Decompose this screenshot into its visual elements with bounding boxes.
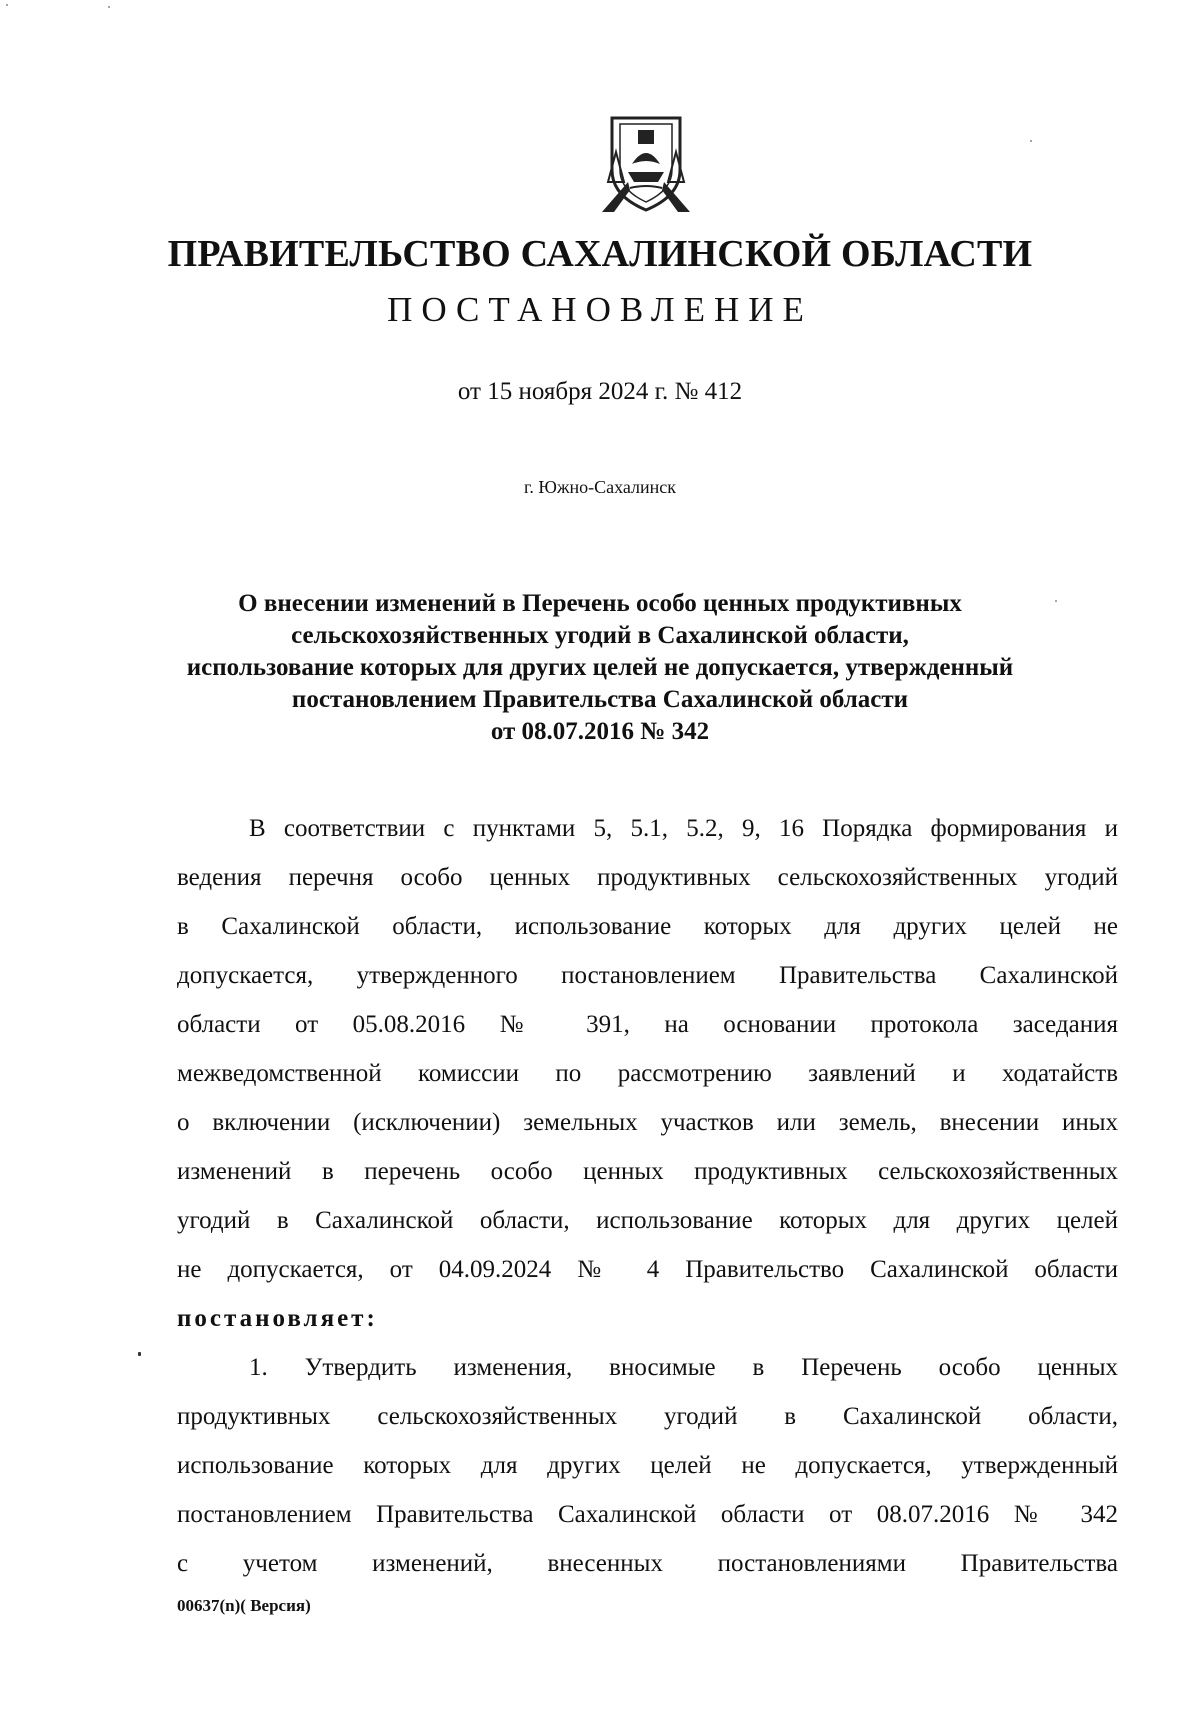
body-line: 1. Утвердить изменения, вносимые в Перечень особо ценных (249, 1354, 1118, 1381)
body-line: ведения перечня особо ценных продуктивных сельскохозяйственных угодий (177, 864, 1118, 891)
body-line: угодий в Сахалинской области, использование которых для других целей (177, 1207, 1118, 1234)
document-date-number: от 15 ноября 2024 г. № 412 (457, 378, 743, 405)
document-title (0, 588, 1200, 748)
organization-name: ПРАВИТЕЛЬСТВО САХАЛИНСКОЙ ОБЛАСТИ (167, 233, 1033, 275)
scan-speck (1030, 140, 1032, 142)
body-line: допускается, утвержденного постановлением Правительства Сахалинской (177, 962, 1118, 989)
title-line: О внесении изменений в Перечень особо ценных продуктивных (238, 590, 962, 617)
body-line: продуктивных сельскохозяйственных угодий в Сахалинской области, (177, 1403, 1118, 1430)
body-line: о включении (исключении) земельных участков или земель, внесении иных (177, 1109, 1118, 1136)
scan-speck (108, 6, 110, 8)
document-code: 00637(n)( Версия) (177, 1596, 311, 1615)
title-line: постановлением Правительства Сахалинской области (291, 686, 909, 713)
coat-of-arms-icon (598, 112, 694, 214)
body-line: не допускается, от 04.09.2024 № 4 Правительство Сахалинской области (177, 1256, 1118, 1283)
scan-speck (6, 4, 8, 6)
title-line: от 08.07.2016 № 342 (490, 718, 710, 745)
body-line: постановлением Правительства Сахалинской области от 08.07.2016 № 342 (177, 1501, 1118, 1528)
scan-speck (1055, 600, 1057, 602)
body-line: В соответствии с пунктами 5, 5.1, 5.2, 9, 16 Порядка формирования и (249, 815, 1118, 842)
title-line: использование которых для других целей не допускается, утвержденный (186, 654, 1014, 681)
body-line: использование которых для других целей не допускается, утвержденный (177, 1452, 1118, 1479)
document-city: г. Южно-Сахалинск (523, 477, 677, 497)
scan-speck (138, 1352, 141, 1356)
resolves-word: постановляет: (177, 1305, 378, 1332)
document-body (177, 804, 1118, 1588)
body-line: с учетом изменений, внесенных постановлениями Правительства (177, 1550, 1118, 1577)
body-line: в Сахалинской области, использование которых для других целей не (177, 913, 1118, 940)
body-line: области от 05.08.2016 № 391, на основании протокола заседания (177, 1011, 1118, 1038)
body-line: изменений в перечень особо ценных продуктивных сельскохозяйственных (177, 1158, 1118, 1185)
title-line: сельскохозяйственных угодий в Сахалинской области, (291, 622, 909, 649)
document-type: ПОСТАНОВЛЕНИЕ (387, 290, 813, 329)
body-line: межведомственной комиссии по рассмотрению заявлений и ходатайств (177, 1060, 1118, 1087)
